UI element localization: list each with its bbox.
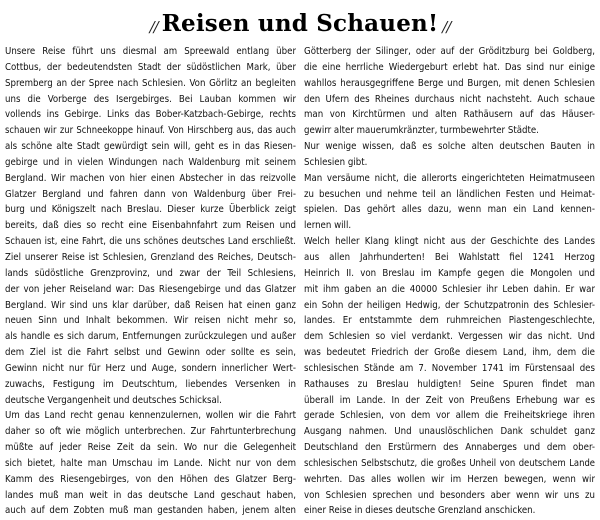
text-line: wehrten. Das alles wollen wir im Herzen bewegen, wenn wir <box>304 473 595 485</box>
text-line: deutsche Vergangenheit und deutsches Schicksal. <box>5 394 222 406</box>
article-title: Reisen und Schauen! <box>161 9 439 37</box>
text-line: wahllos herausgegriffene Berge und Burgen, mit denen Schlesien <box>304 77 595 89</box>
text-line: bereits, daß dies so recht eine Eisenbahnfahrt zum Reisen und <box>5 220 296 232</box>
text-line: gerade Schlesien, von dem vor allem die Freiheitskriege ihren <box>304 410 595 422</box>
text-line: den Ufern des Rheines durchaus nicht nachsteht. Auch schaue <box>304 93 595 105</box>
text-line: Unsere Reise führt uns diesmal am Spreewald entlang über <box>5 46 296 57</box>
text-line: Bergland. Wir sind uns klar darüber, daß Reisen hat einen ganz <box>5 299 296 311</box>
text-line: Ausgang nahmen. Und unauslöschlichen Dank schuldet ganz <box>304 426 595 438</box>
text-line: Glatzer Bergland und fahren dann von Waldenburg über Frei- <box>5 188 296 200</box>
text-line: gewirr alter mauerumkränzter, turmbewehrter Städte. <box>304 125 539 137</box>
text-line: Bergland. Wir machen von hier einen Abstecher in das reizvolle <box>5 172 296 184</box>
text-line: was bedeutet Friedrich der Große diesem Land, ihm, dem die <box>304 347 595 359</box>
text-line: uns die Vorberge des Isergebirges. Bei Lauban kommen wir <box>5 93 296 105</box>
text-line: als schöne alte Stadt gewürdigt sein will, geht es in das Riesen- <box>5 141 296 153</box>
text-line: sich bietet, halte man Umschau im Lande. Nicht nur von dem <box>5 457 296 469</box>
text-line: überall im Lande. In der Zeit von Preußens Erhebung war es <box>304 394 595 406</box>
title-right-mark: // <box>442 18 451 36</box>
text-line: lands südöstliche Grenzprovinz, und zwar der Teil Schlesiens, <box>5 267 296 279</box>
text-line: daher so oft wie möglich unterbrechen. Zur Fahrtunterbrechung <box>5 426 296 438</box>
text-column-left <box>5 44 296 519</box>
text-line: als handle es sich darum, Entfernungen zurückzulegen und außer <box>5 331 296 343</box>
text-line: Heinrich II. von Breslau im Kampfe gegen die Mongolen und <box>304 267 595 279</box>
text-line: mit ihm gaben an die 40000 Schlesier ihr Leben dahin. Er war <box>304 283 595 295</box>
text-line: die eine herrliche Wiedergeburt erlebt hat. Das sind nur einige <box>304 61 595 73</box>
text-line: Ziel unserer Reise ist Schlesien, Grenzland des Reiches, Deutsch- <box>5 251 296 263</box>
text-line: landes muß man weit in das deutsche Land geschaut haben, <box>5 489 296 501</box>
text-line: zuwachs, Festigung im Deutschtum, liebendes Versenken in <box>5 378 296 390</box>
text-line: Man versäume nicht, die allerorts eingerichteten Heimatmuseen <box>304 172 595 184</box>
text-line: dem Ziel ist die Fahrt selbst und Gewinn oder sollte es sein, <box>5 347 296 359</box>
text-columns <box>5 44 595 519</box>
text-line: einer Reise in dieses deutsche Grenzland anschicken. <box>304 505 536 517</box>
text-line: von Schlesien sprechen und besonders aber wenn wir uns zu <box>304 489 595 501</box>
text-line: aus allen Jahrhunderten! Bei Wahlstatt fiel 1241 Herzog <box>304 251 595 263</box>
text-line: schauen wir zur Schneekoppe hinauf. Von Hirschberg aus, das auch <box>5 125 296 137</box>
text-line: schlesischen Selbstschutz, die großes Unheil von deutschem Lande <box>304 457 595 469</box>
text-line: man von Kirchtürmen und alten Rathäusern auf das Häuser- <box>304 109 595 121</box>
text-line: der von jeher Reiseland war: Das Riesengebirge und das Glatzer <box>5 283 296 295</box>
text-line: Deutschland den Erstürmern des Annaberges und dem ober- <box>304 442 595 454</box>
text-line: Kamm des Riesengebirges, von den Höhen des Glatzer Berg- <box>5 473 296 485</box>
text-line: müßte auf jeder Reise Zeit da sein. Wo nur die Gelegenheit <box>5 442 296 454</box>
text-line: Rathauses zu Breslau huldigten! Seine Spuren findet man <box>304 378 595 390</box>
text-line: Um das Land recht genau kennenzulernen, wollen wir die Fahrt <box>5 410 296 422</box>
text-line: vollends ins Gebirge. Links das Bober-Katzbach-Gebirge, rechts <box>5 109 296 121</box>
text-line: Götterberg der Silinger, oder auf der Gröditzburg bei Goldberg, <box>304 46 595 57</box>
text-line: Schlesien gibt. <box>304 156 368 168</box>
text-line: neuen Sinn und Inhalt bekommen. Wir reisen nicht mehr so, <box>5 315 296 327</box>
text-line: dem Schlesien so viel verdankt. Vergessen wir das nicht. Und <box>304 331 595 343</box>
text-column-right <box>304 44 595 519</box>
text-line: burg und Königszelt nach Breslau. Dieser kurze Überblick zeigt <box>5 204 296 216</box>
text-line: Spremberg an der Spree nach Schlesien. Von Görlitz an begleiten <box>5 77 296 89</box>
text-line: Nur wenige wissen, daß es solche alten deutschen Bauten in <box>304 141 595 153</box>
text-line: lernen will. <box>304 220 352 232</box>
text-line: landes. Er entstammte dem ruhmreichen Piastengeschlechte, <box>304 315 595 327</box>
text-line: Welch heller Klang klingt nicht aus der Geschichte des Landes <box>304 236 595 248</box>
text-line: gebirge und in vielen Windungen nach Waldenburg mit seinem <box>5 156 296 168</box>
text-line: auch auf dem Zobten muß man gestanden haben, jenem alten <box>5 505 296 517</box>
title-left-mark: // <box>149 18 158 36</box>
text-line: Cottbus, der bedeutendsten Stadt der südöstlichen Mark, über <box>5 61 296 73</box>
article-header <box>5 6 595 40</box>
text-line: zu besuchen und nehme teil an ländlichen Festen und Heimat- <box>304 188 595 200</box>
text-line: spielen. Das gehört alles dazu, wenn man ein Land kennen- <box>304 204 595 216</box>
text-line: schlesischen Stände am 7. November 1741 im Fürstensaal des <box>304 362 595 374</box>
text-line: ein Sohn der heiligen Hedwig, der Schutzpatronin des Schlesier- <box>304 299 595 311</box>
text-line: Gewinn nicht nur für Herz und Auge, sondern innerlicher Wert- <box>5 362 296 374</box>
text-line: Schauen ist, eine Fahrt, die uns schönes deutsches Land erschließt. <box>5 236 296 248</box>
